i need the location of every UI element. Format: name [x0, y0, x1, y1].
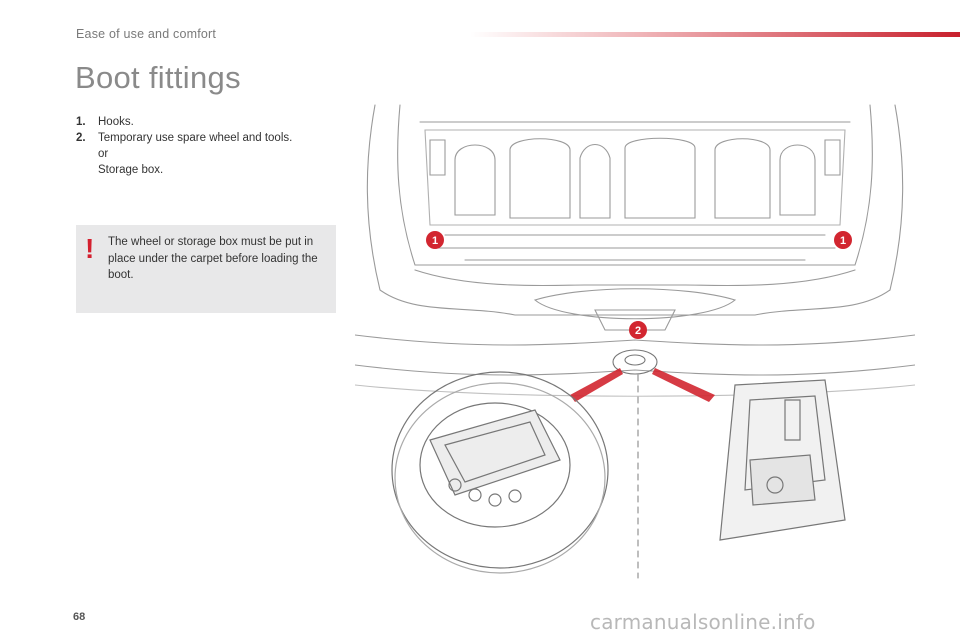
- legend-number: 1.: [76, 116, 86, 128]
- legend-or: or: [98, 148, 109, 160]
- boot-illustration: [355, 100, 915, 580]
- section-title: Ease of use and comfort: [76, 27, 217, 41]
- legend: [76, 114, 346, 178]
- callout-label: 1: [839, 235, 847, 247]
- legend-item-2: [76, 130, 346, 146]
- watermark[interactable]: carmanualsonline.info: [590, 610, 816, 634]
- callout-label: 2: [634, 325, 642, 337]
- legend-text: Temporary use spare wheel and tools.: [98, 132, 293, 144]
- warning-box: [76, 225, 336, 313]
- page-title: Boot fittings: [75, 60, 241, 95]
- callout-hook-right: [834, 231, 852, 249]
- header-accent-bar: [470, 32, 960, 37]
- legend-item-1: [76, 114, 346, 130]
- callout-spare-wheel: [629, 321, 647, 339]
- callout-label: 1: [431, 235, 439, 247]
- callout-hook-left: [426, 231, 444, 249]
- page-number: 68: [73, 611, 86, 623]
- legend-alt: Storage box.: [98, 164, 164, 176]
- warning-icon: !: [85, 233, 95, 264]
- legend-text: Hooks.: [98, 116, 134, 128]
- warning-text: The wheel or storage box must be put in place under the carpet before loading the boot.: [108, 236, 318, 281]
- legend-number: 2.: [76, 132, 86, 144]
